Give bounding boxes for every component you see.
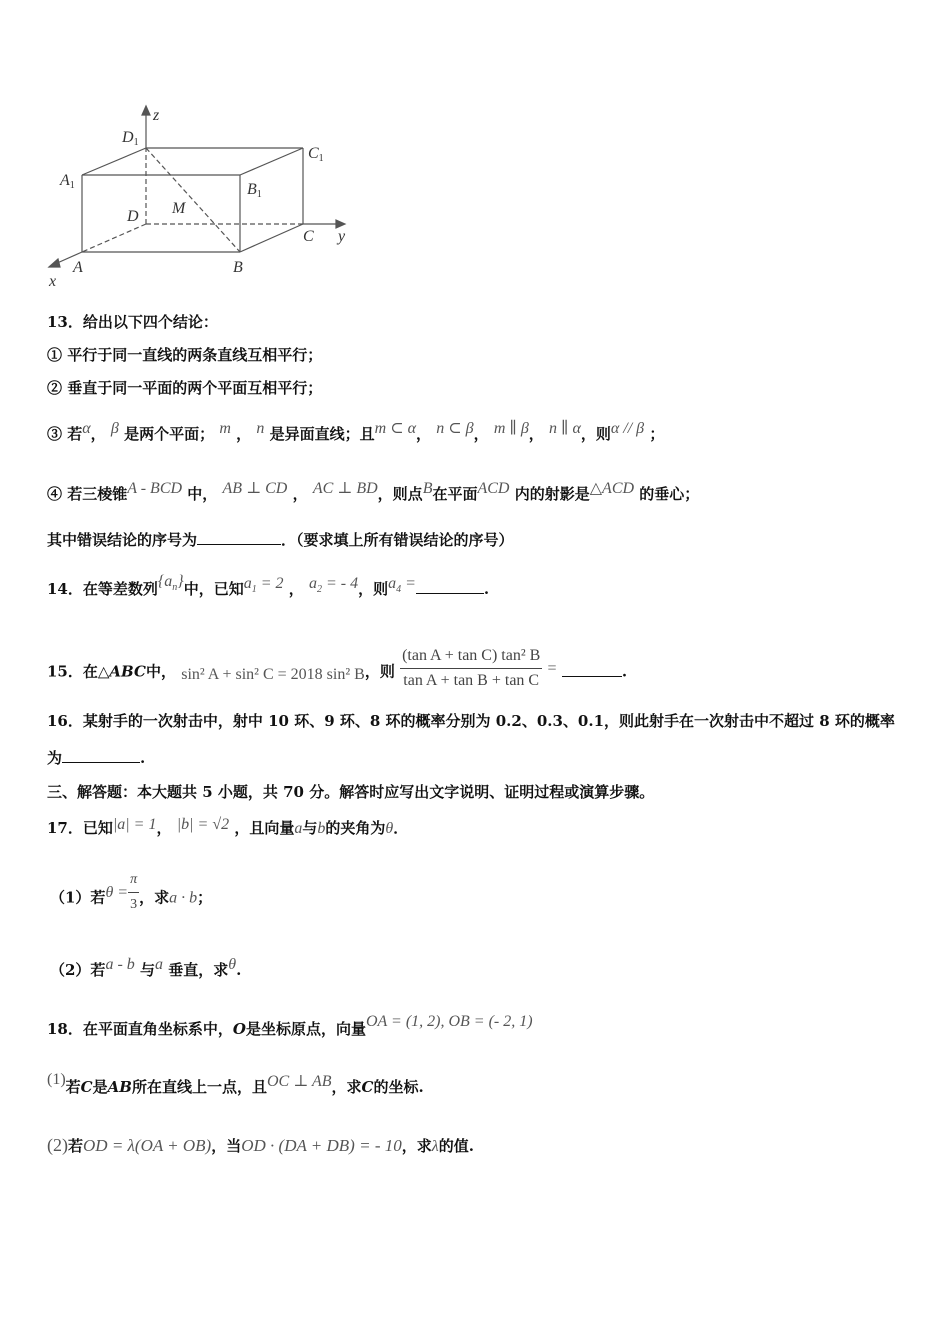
q17: 17．已知|a| = 1， |b| = √2 ，且向量a与b的夹角为θ． [47, 816, 409, 837]
q14: 14．在等差数列$\{a_n\}$中，已知$a_1 = 2$ ， $a_2$ = - 4，则$a_4$ = . [47, 573, 490, 598]
label-z: z [153, 107, 160, 124]
q15-answer-blank[interactable] [562, 662, 622, 677]
y-arrow-icon [336, 220, 345, 228]
z-arrow-icon [142, 106, 150, 115]
label-x: x [49, 273, 57, 290]
label-M: M [172, 200, 186, 217]
q13-answer-blank[interactable] [197, 530, 281, 545]
edge-B1C1 [240, 148, 303, 175]
q18-part-1: (1)若C是AB所在直线上一点，且OC ⊥ AB，求C的坐标. [47, 1071, 424, 1096]
label-D1: D1 [122, 129, 139, 148]
label-A1: A1 [60, 172, 75, 191]
q13-statement-1: ① 平行于同一直线的两条直线互相平行； [47, 346, 323, 364]
q13-ask: 其中错误结论的序号为 ．（要求填上所有错误结论的序号） [47, 531, 514, 549]
cuboid-figure [40, 100, 370, 295]
label-B: B [233, 259, 243, 276]
section-3-heading: 三、解答题：本大题共 5 小题，共 70 分。解答时应写出文字说明、证明过程或演算步骤。 [47, 783, 655, 801]
label-D: D [127, 208, 139, 225]
diagonal-D1B [146, 148, 240, 252]
label-C: C [303, 228, 314, 245]
q13-statement-3: ③ 若α， β 是两个平面； m ， n 是异面直线；且m ⊂ α， n ⊂ β， m ∥ β， n ∥ α，则α // β ； [47, 420, 665, 443]
label-C1: C1 [308, 145, 324, 164]
q13-statement-4: ④ 若三棱锥A - BCD 中， AB ⊥ CD ， AC ⊥ BD，则点B在平面ACD 内的射影是△ACD 的垂心； [47, 480, 700, 503]
edge-BC [240, 224, 303, 252]
q15: 15．在△ABC中， sin² A + sin² C = 2018 sin² B，则 $\frac{\text{(tan A + tan C) tan² B}}{\text{tan A + tan B + tan C}}$ = . [47, 647, 628, 689]
q13-title: 13．给出以下四个结论： [47, 313, 218, 331]
q16-line-2: 为 . [47, 749, 146, 767]
q14-answer-blank[interactable] [416, 579, 484, 594]
q17-part-1: （1）若θ = $\frac{\pi}{3}$ ，求a · b； [50, 872, 213, 912]
q18: 18．在平面直角坐标系中，O是坐标原点，向量OA = (1, 2), OB = (- 2, 1) [47, 1013, 533, 1038]
q13-statement-2: ② 垂直于同一平面的两个平面互相平行； [47, 379, 323, 397]
label-A: A [73, 259, 83, 276]
x-arrow-icon [49, 259, 60, 267]
q17-part-2: （2）若a - b 与a 垂直，求θ. [50, 956, 242, 979]
q18-part-2: (2)若OD = λ(OA + OB)，当OD · (DA + DB) = - 10，求λ的值. [47, 1135, 474, 1155]
edge-A1D1 [82, 148, 146, 175]
label-B1: B1 [247, 181, 262, 200]
q16-answer-blank[interactable] [62, 748, 140, 763]
q16-line-1: 16．某射手的一次射击中，射中 10 环、9 环、8 环的概率分别为 0.2、0.3、0.1，则此射手在一次射击中不超过 8 环的概率 [47, 712, 895, 730]
label-y: y [338, 228, 346, 245]
edge-DA [82, 224, 146, 252]
